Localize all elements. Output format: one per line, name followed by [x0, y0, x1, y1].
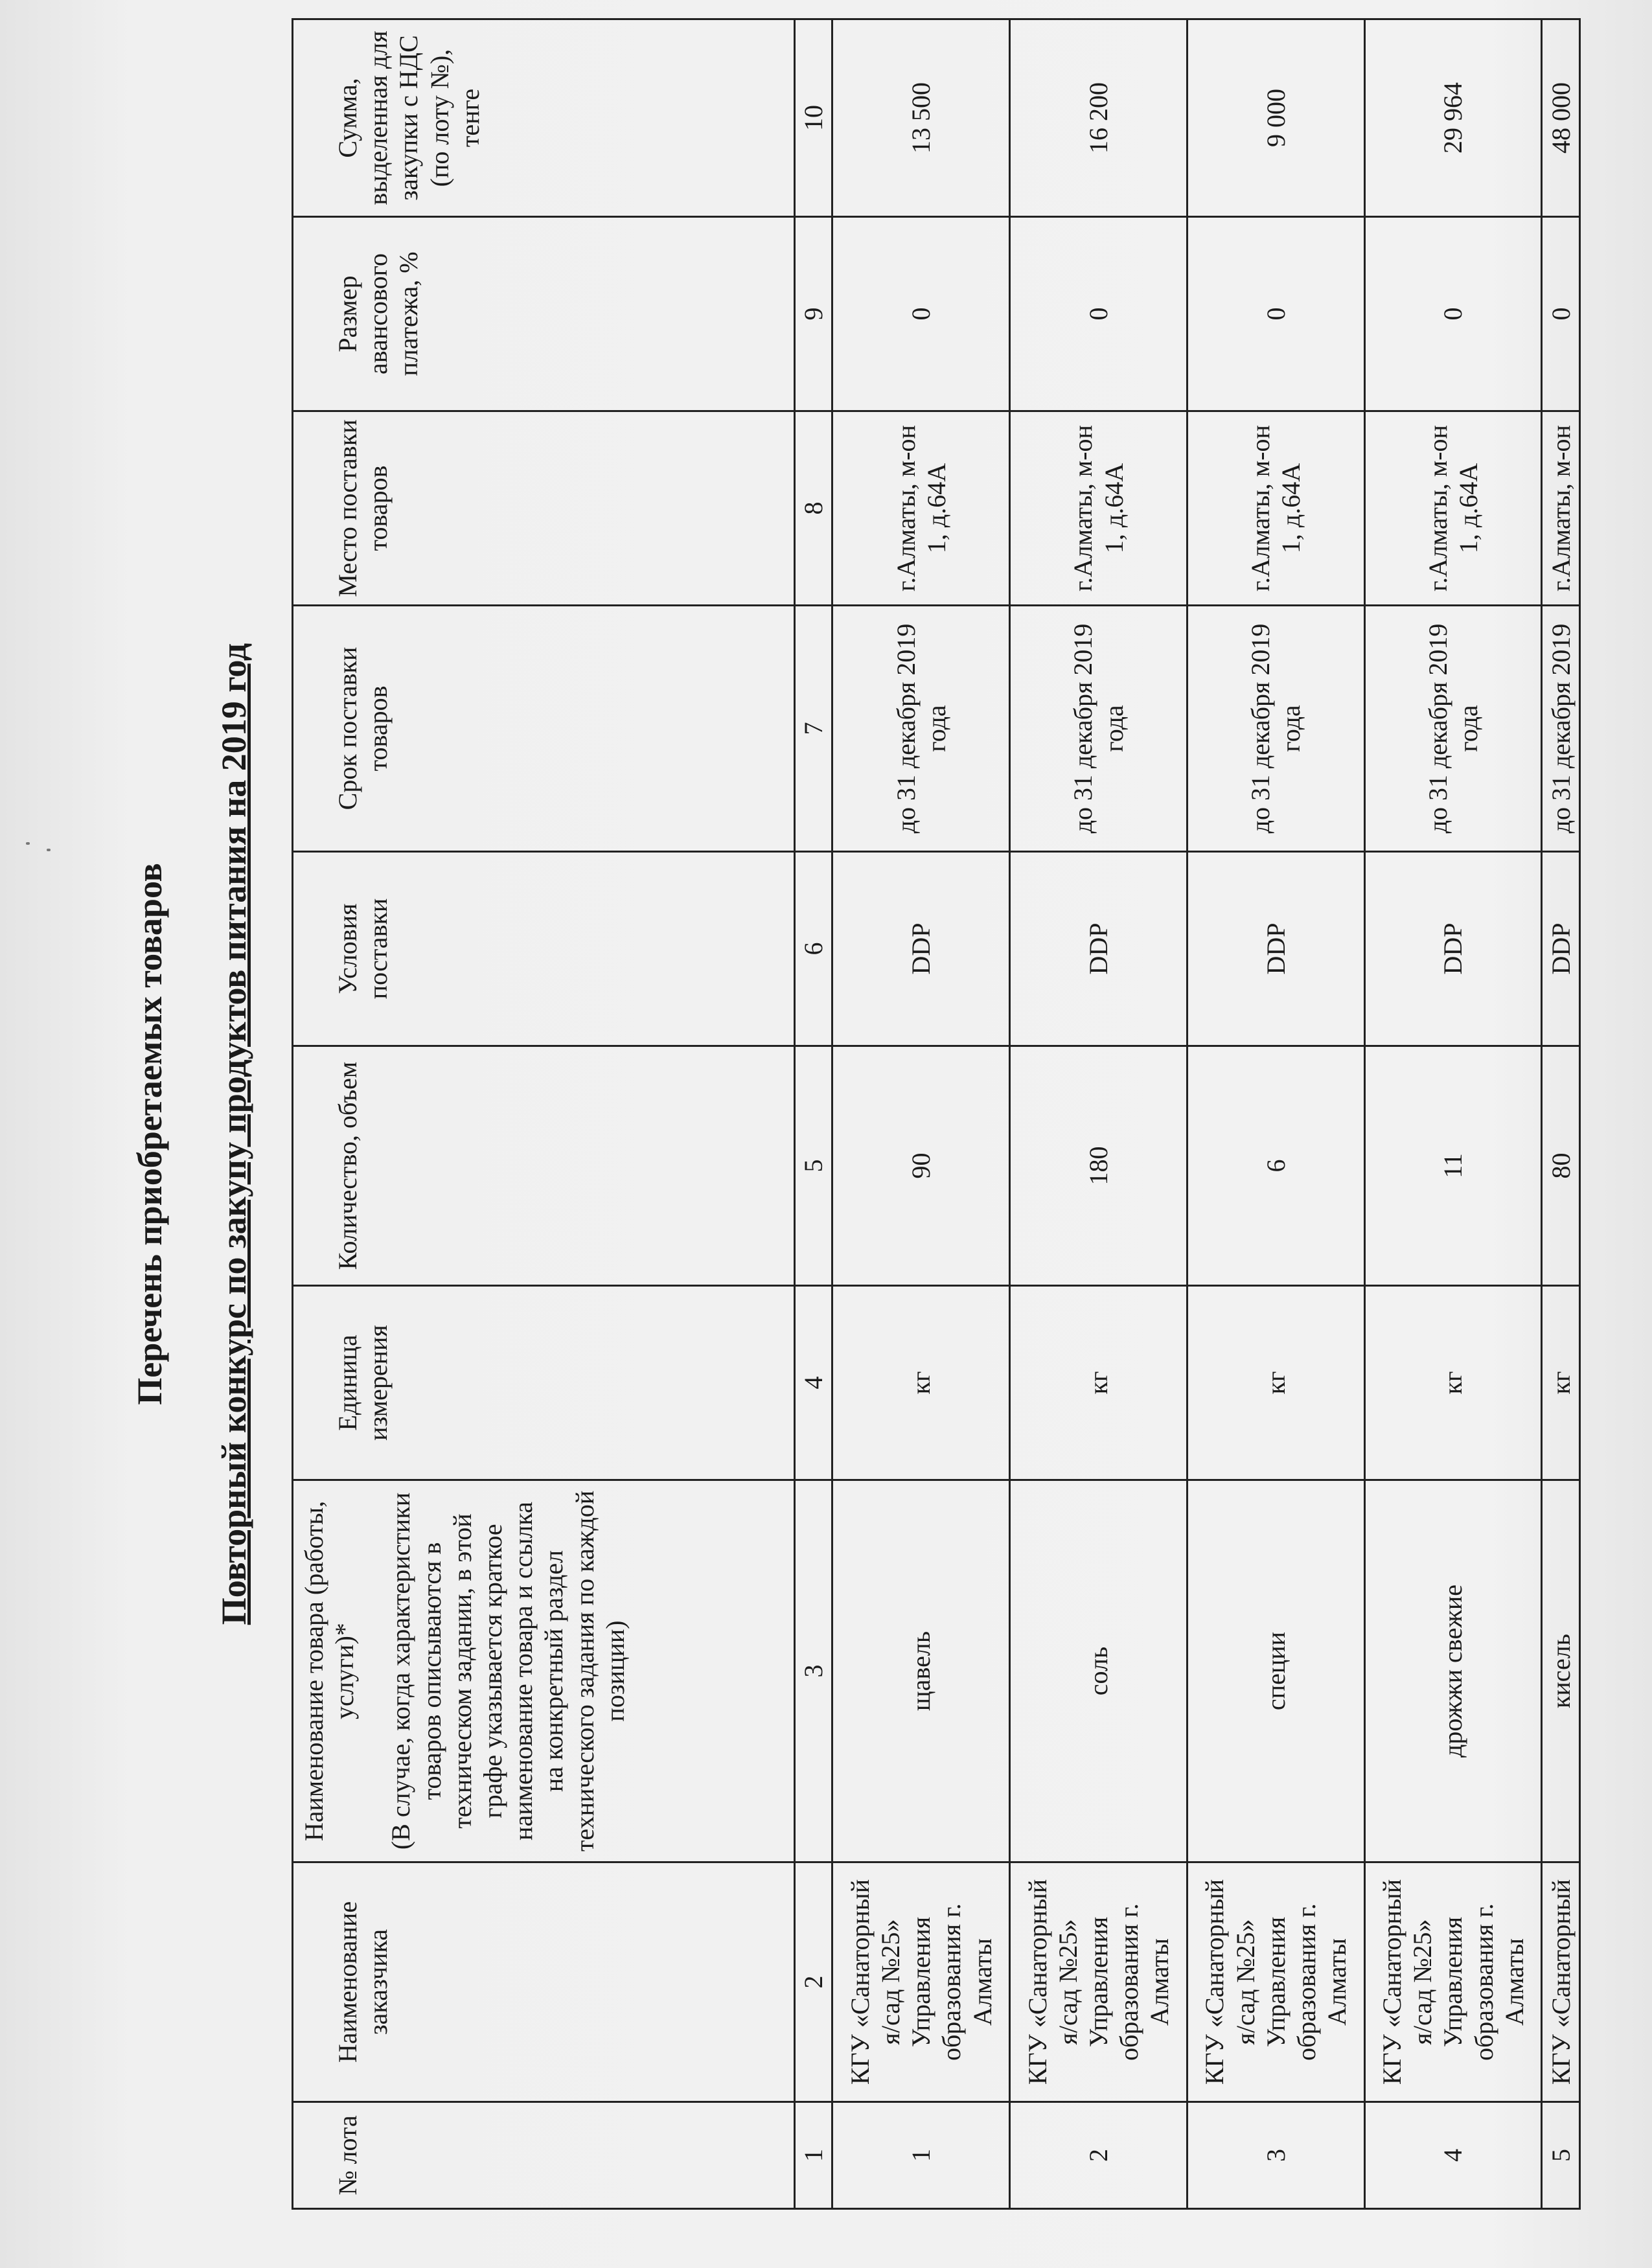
column-number: 2 — [794, 1862, 832, 2102]
cell-quantity: 11 — [1364, 1046, 1542, 1286]
cell-place: г.Алматы, м-он 1, д.64А — [1187, 411, 1364, 606]
cell-lot: 4 — [1364, 2102, 1542, 2209]
cell-sum: 29 964 — [1364, 19, 1542, 217]
cell-customer: КГУ «Санаторный я/сад №25» Управления образования г. Алматы — [832, 1862, 1010, 2102]
cell-place: г.Алматы, м-он — [1542, 411, 1580, 606]
column-number: 3 — [794, 1480, 832, 1862]
cell-unit: кг — [1542, 1286, 1580, 1480]
cell-advance: 0 — [832, 217, 1010, 411]
cell-deadline: до 31 декабря 2019 — [1542, 606, 1580, 852]
cell-customer: КГУ «Санаторный я/сад №25» Управления образования г. Алматы — [1364, 1862, 1542, 2102]
header-delivery-deadline: Срок поставки товаров — [293, 606, 795, 852]
column-numbers-row — [794, 19, 832, 2209]
column-number: 5 — [794, 1046, 832, 1286]
header-customer: Наименование заказчика — [293, 1862, 795, 2102]
table-header-row — [293, 19, 795, 2209]
header-item-name-note: (В случае, когда характеристики товаров описываются в техническом задании, в этой графе указывается краткое наименование товара и ссылка на конкретный раздел технического задания по каждой позиции) — [386, 1490, 630, 1852]
cell-sum: 16 200 — [1010, 19, 1187, 217]
cell-unit: кг — [1187, 1286, 1364, 1480]
column-number: 10 — [794, 19, 832, 217]
cell-lot: 5 — [1542, 2102, 1580, 2209]
column-number: 4 — [794, 1286, 832, 1480]
cell-deadline: до 31 декабря 2019 года — [1010, 606, 1187, 852]
cell-deadline: до 31 декабря 2019 года — [832, 606, 1010, 852]
cell-place: г.Алматы, м-он 1, д.64А — [1364, 411, 1542, 606]
cell-lot: 2 — [1010, 2102, 1187, 2209]
cell-advance: 0 — [1542, 217, 1580, 411]
document-title: Перечень приобретаемых товаров — [130, 863, 169, 1405]
cell-sum: 9 000 — [1187, 19, 1364, 217]
header-unit: Единица измерения — [293, 1286, 795, 1480]
table-row — [1364, 19, 1542, 2209]
cell-sum: 13 500 — [832, 19, 1010, 217]
header-quantity: Количество, объем — [293, 1046, 795, 1286]
column-number: 8 — [794, 411, 832, 606]
cell-advance: 0 — [1364, 217, 1542, 411]
cell-item: соль — [1010, 1480, 1187, 1862]
table-row — [1010, 19, 1187, 2209]
header-sum: Сумма, выделенная для закупки с НДС (по лоту №), тенге — [293, 19, 795, 217]
cell-quantity: 6 — [1187, 1046, 1364, 1286]
cell-terms: DDP — [1364, 852, 1542, 1046]
header-item-name-main: Наименование товара (работы, услуги)* — [299, 1500, 360, 1842]
header-lot-number: № лота — [293, 2102, 795, 2209]
cell-unit: кг — [1010, 1286, 1187, 1480]
cell-customer: КГУ «Санаторный я/сад №25» Управления образования г. Алматы — [1010, 1862, 1187, 2102]
cell-sum: 48 000 — [1542, 19, 1580, 217]
header-delivery-place: Место поставки товаров — [293, 411, 795, 606]
cell-item: специи — [1187, 1480, 1364, 1862]
cell-deadline: до 31 декабря 2019 года — [1187, 606, 1364, 852]
cell-item: кисель — [1542, 1480, 1580, 1862]
table-row-partial — [1542, 19, 1580, 2209]
table-row — [1187, 19, 1364, 2209]
header-item-name — [293, 1480, 795, 1862]
cell-quantity: 180 — [1010, 1046, 1187, 1286]
cell-quantity: 90 — [832, 1046, 1010, 1286]
cell-terms: DDP — [1010, 852, 1187, 1046]
cell-customer: КГУ «Санаторный я/сад №25» Управления образования г. Алматы — [1187, 1862, 1364, 2102]
cell-lot: 1 — [832, 2102, 1010, 2209]
cell-quantity: 80 — [1542, 1046, 1580, 1286]
cell-customer: КГУ «Санаторный — [1542, 1862, 1580, 2102]
header-delivery-terms: Условия поставки — [293, 852, 795, 1046]
column-number: 6 — [794, 852, 832, 1046]
cell-advance: 0 — [1187, 217, 1364, 411]
cell-terms: DDP — [1187, 852, 1364, 1046]
cell-unit: кг — [832, 1286, 1010, 1480]
document-subtitle: Повторный конкурс по закупу продуктов питания на 2019 год — [214, 643, 253, 1625]
cell-place: г.Алматы, м-он 1, д.64А — [832, 411, 1010, 606]
cell-terms: DDP — [832, 852, 1010, 1046]
column-number: 1 — [794, 2102, 832, 2209]
column-number: 9 — [794, 217, 832, 411]
header-advance-payment: Размер авансового платежа, % — [293, 217, 795, 411]
cell-item: дрожжи свежие — [1364, 1480, 1542, 1862]
cell-advance: 0 — [1010, 217, 1187, 411]
lots-table — [292, 18, 1581, 2210]
cell-lot: 3 — [1187, 2102, 1364, 2209]
cell-unit: кг — [1364, 1286, 1542, 1480]
cell-item: щавель — [832, 1480, 1010, 1862]
cell-deadline: до 31 декабря 2019 года — [1364, 606, 1542, 852]
cell-terms: DDP — [1542, 852, 1580, 1046]
cell-place: г.Алматы, м-он 1, д.64А — [1010, 411, 1187, 606]
table-row — [832, 19, 1010, 2209]
column-number: 7 — [794, 606, 832, 852]
